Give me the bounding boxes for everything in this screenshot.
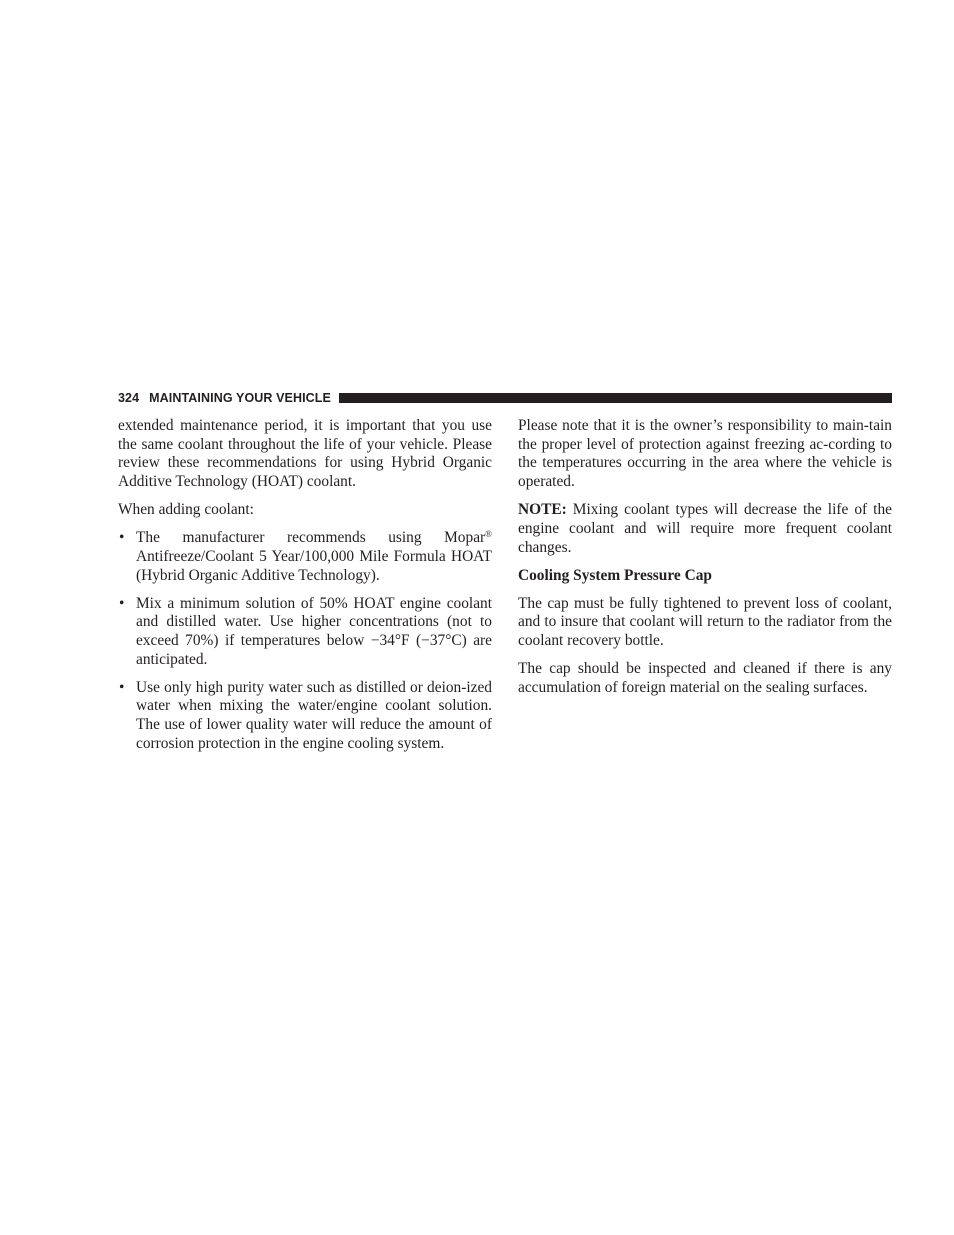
right-column bbox=[518, 417, 892, 707]
page-header bbox=[118, 388, 892, 408]
list-item bbox=[118, 529, 492, 585]
pressure-cap-heading: Cooling System Pressure Cap bbox=[518, 566, 712, 584]
bullet-text-part: Antifreeze/Coolant 5 Year/100,000 Mile Formula HOAT (Hybrid Organic Additive Technology). bbox=[136, 547, 492, 584]
bullet-text: Use only high purity water such as distilled or deion-ized water when mixing the water/engine coolant solution. The use of lower quality water will reduce the amount of corrosion protection in the engine cooling system. bbox=[136, 678, 492, 752]
section-title: MAINTAINING YOUR VEHICLE bbox=[149, 391, 331, 405]
bullet-icon: • bbox=[119, 529, 125, 547]
header-rule bbox=[339, 393, 892, 403]
page-number: 324 bbox=[118, 391, 140, 405]
bullet-text: Mix a minimum solution of 50% HOAT engine coolant and distilled water. Use higher concentrations (not to exceed 70%) if temperatures below −34°F (−37°C) are anticipated. bbox=[136, 594, 492, 668]
note-paragraph bbox=[518, 501, 892, 557]
list-item bbox=[118, 679, 492, 754]
responsibility-paragraph: Please note that it is the owner’s responsibility to main-tain the proper level of protection against freezing ac-cording to the temperatures occurring in the area where the vehicle is operated. bbox=[518, 417, 892, 491]
note-label: NOTE: bbox=[518, 501, 567, 519]
note-text: Mixing coolant types will decrease the life of the engine coolant and will require more frequent coolant changes. bbox=[518, 501, 892, 556]
intro-paragraph: extended maintenance period, it is important that you use the same coolant throughout the life of your vehicle. Please review these recommendations for using Hybrid Organic Additive Technology (HOAT) coolant. bbox=[118, 417, 492, 491]
inspection-paragraph: The cap should be inspected and cleaned if there is any accumulation of foreign material on the sealing surfaces. bbox=[518, 659, 892, 696]
bullet-icon: • bbox=[119, 678, 125, 696]
when-adding-paragraph: When adding coolant: bbox=[118, 501, 254, 519]
list-item bbox=[118, 595, 492, 670]
registered-mark: ® bbox=[485, 529, 492, 540]
pressure-cap-paragraph: The cap must be fully tightened to prevent loss of coolant, and to insure that coolant will return to the radiator from the coolant recovery bottle. bbox=[518, 594, 892, 649]
bullet-icon: • bbox=[119, 594, 125, 612]
coolant-bullet-list bbox=[118, 529, 492, 753]
bullet-text-part: The manufacturer recommends using Mopar bbox=[136, 529, 486, 547]
left-column bbox=[118, 417, 492, 763]
